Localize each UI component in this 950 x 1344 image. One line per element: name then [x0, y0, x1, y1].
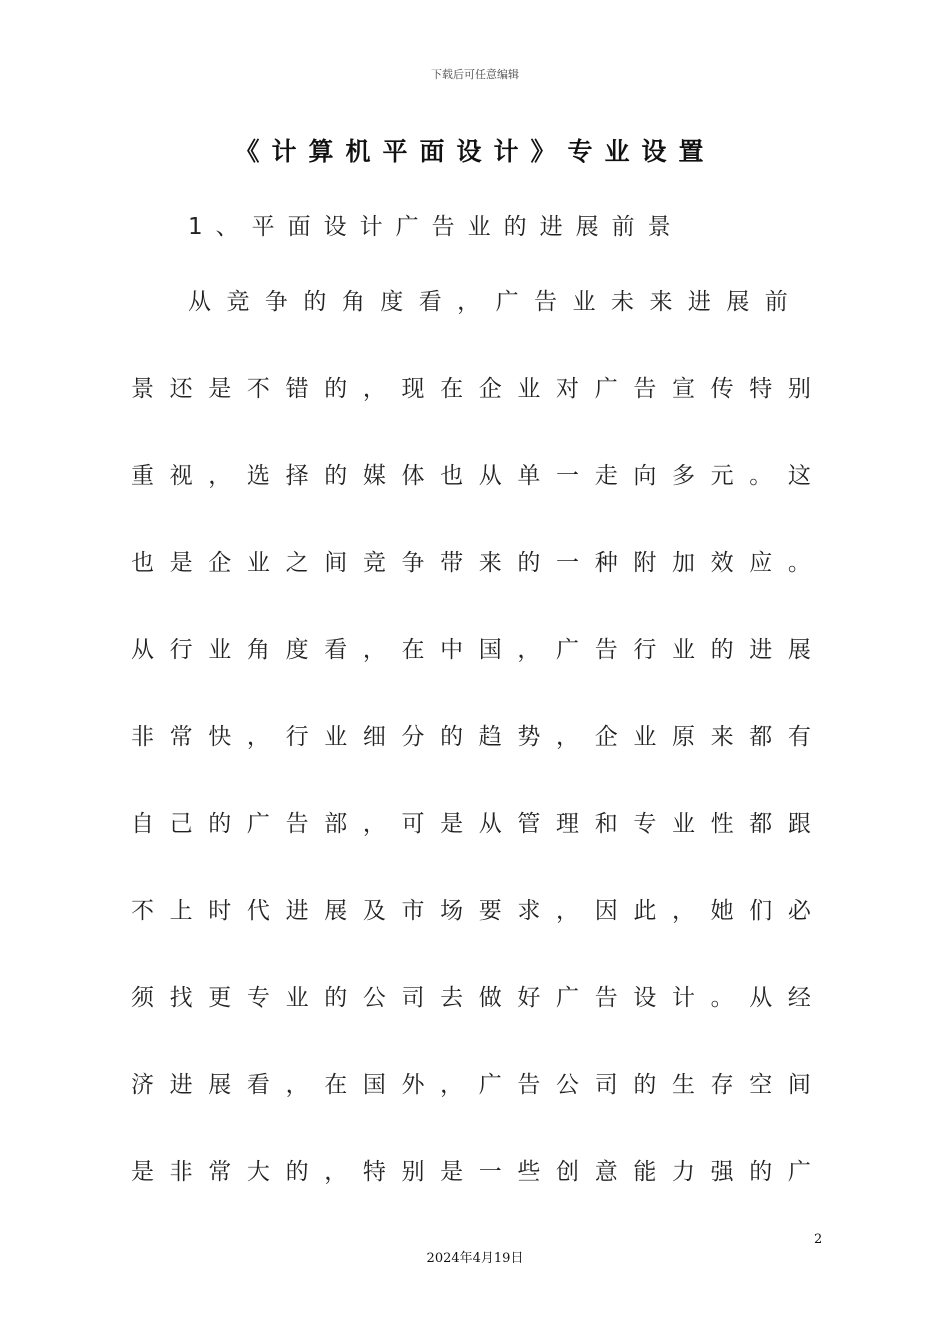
- header-note: 下载后可任意编辑: [431, 68, 519, 81]
- body-line: 非 常 快 ， 行 业 细 分 的 趋 势 ， 企 业 原 来 都 有: [131, 724, 811, 750]
- body-line: 是 非 常 大 的 ， 特 别 是 一 些 创 意 能 力 强 的 广: [131, 1159, 811, 1185]
- body-line: 自 己 的 广 告 部 ， 可 是 从 管 理 和 专 业 性 都 跟: [131, 811, 811, 837]
- body-line: 须 找 更 专 业 的 公 司 去 做 好 广 告 设 计 。 从 经: [131, 985, 811, 1011]
- section-heading: 1、平面设计广告业的进展前景: [188, 214, 684, 240]
- body-line: 景 还 是 不 错 的 ， 现 在 企 业 对 广 告 宣 传 特 别: [131, 376, 811, 402]
- body-line: 从 竞 争 的 角 度 看 ， 广 告 业 未 来 进 展 前: [188, 289, 788, 315]
- body-line: 从 行 业 角 度 看 ， 在 中 国 ， 广 告 行 业 的 进 展: [131, 637, 811, 663]
- page-number: 2: [814, 1232, 823, 1247]
- document-title: 《计算机平面设计》专业设置: [234, 137, 716, 166]
- body-line: 重 视 ， 选 择 的 媒 体 也 从 单 一 走 向 多 元 。 这: [131, 463, 811, 489]
- body-line: 不 上 时 代 进 展 及 市 场 要 求 ， 因 此 ， 她 们 必: [131, 898, 811, 924]
- body-line: 也 是 企 业 之 间 竞 争 带 来 的 一 种 附 加 效 应 。: [131, 550, 811, 576]
- body-line: 济 进 展 看 ， 在 国 外 ， 广 告 公 司 的 生 存 空 间: [131, 1072, 811, 1098]
- footer-date: 2024年4月19日: [426, 1251, 524, 1266]
